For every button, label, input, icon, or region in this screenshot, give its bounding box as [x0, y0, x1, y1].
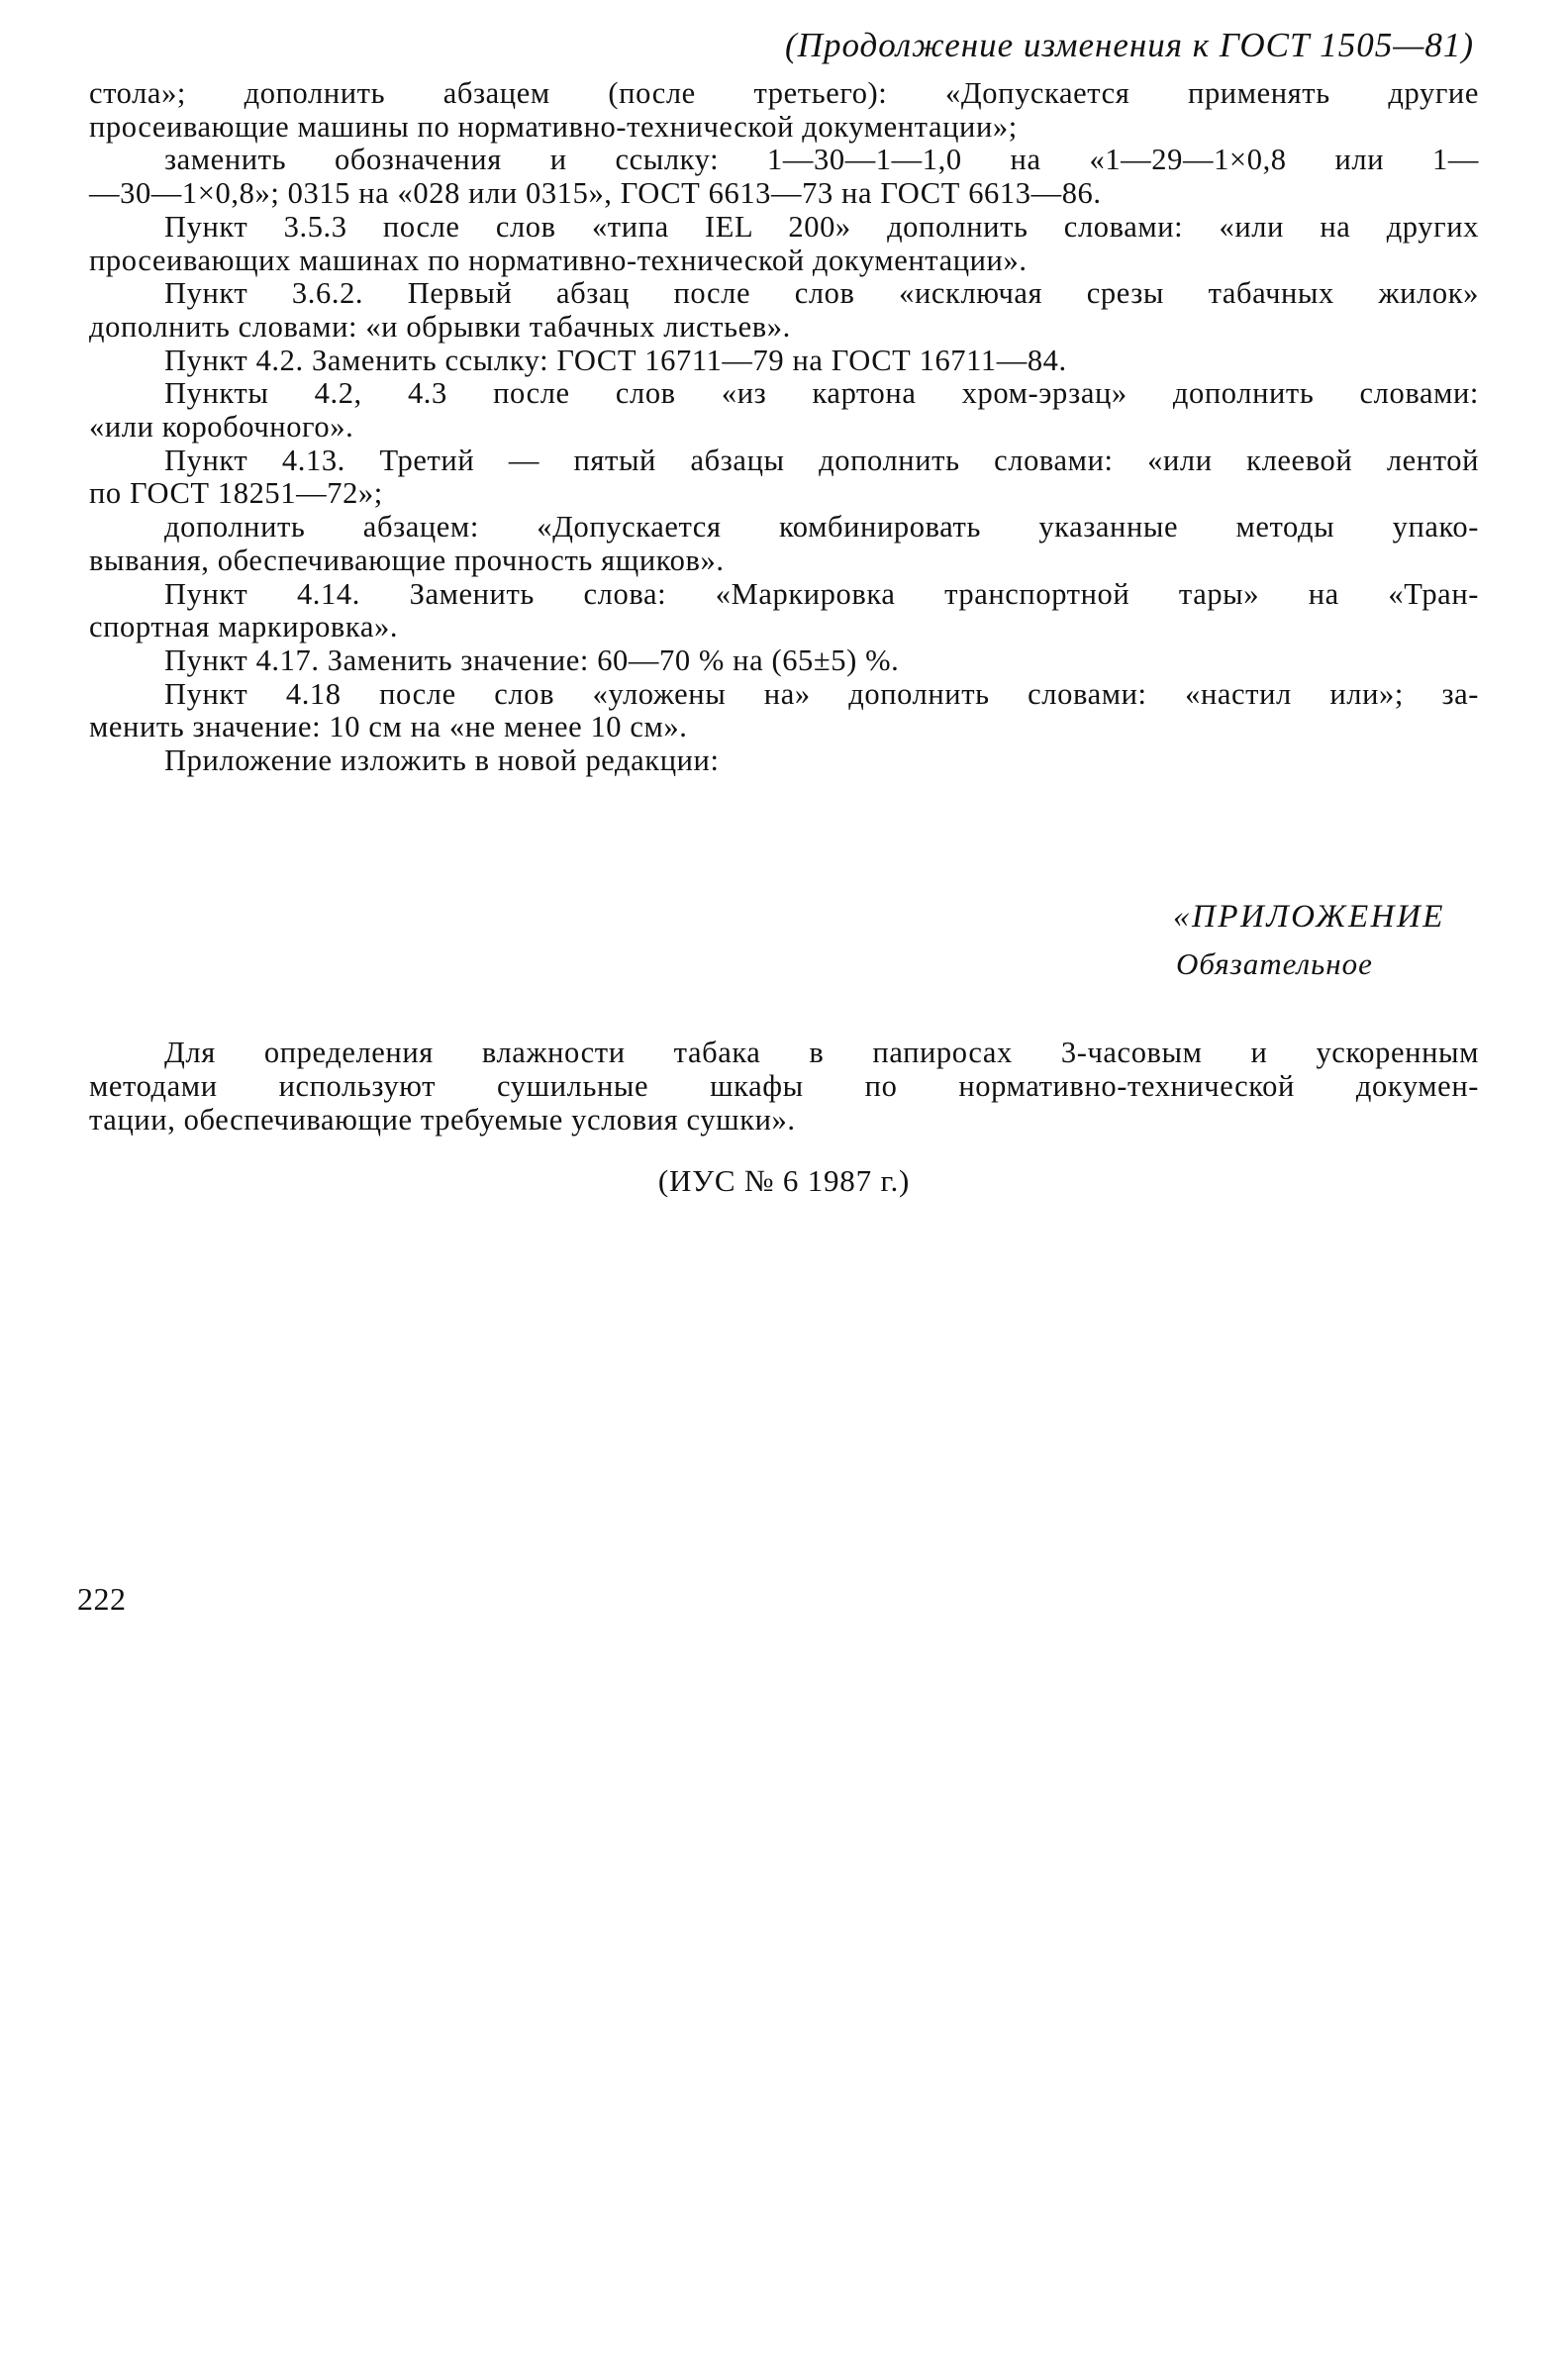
body-line: дополнить абзацем: «Допускается комбинировать указанные методы упако-	[164, 510, 1479, 544]
appendix-body	[89, 1036, 1479, 1137]
body-line: дополнить словами: «и обрывки табачных листьев».	[89, 309, 791, 344]
body-line: вывания, обеспечивающие прочность ящиков».	[89, 543, 725, 577]
body-line: заменить обозначения и ссылку: 1—30—1—1,0 на «1—29—1×0,8 или 1—	[164, 143, 1479, 177]
body-line: по ГОСТ 18251—72»;	[89, 476, 383, 511]
body-line: Пункт 4.13. Третий — пятый абзацы дополнить словами: «или клеевой лентой	[164, 443, 1479, 477]
body-line: «или коробочного».	[89, 410, 354, 445]
appendix-title: «ПРИЛОЖЕНИЕ	[1173, 899, 1445, 935]
body-line: Пункт 3.5.3 после слов «типа IEL 200» дополнить словами: «или на других	[164, 209, 1479, 244]
ius-reference: (ИУС № 6 1987 г.)	[657, 1163, 911, 1198]
appendix-line: тации, обеспечивающие требуемые условия сушки».	[89, 1103, 796, 1137]
body-line: Пункт 4.18 после слов «уложены на» дополнить словами: «настил или»; за-	[164, 676, 1479, 711]
body-line: Пункт 4.2. Заменить ссылку: ГОСТ 16711—79 на ГОСТ 16711—84.	[164, 343, 1067, 377]
body-line: Приложение изложить в новой редакции:	[164, 743, 720, 778]
body-line: просеивающие машины по нормативно-технической документации»;	[89, 109, 1018, 144]
body-line: —30—1×0,8»; 0315 на «028 или 0315», ГОСТ 6613—73 на ГОСТ 6613—86.	[89, 176, 1102, 211]
body-line: Пункты 4.2, 4.3 после слов «из картона хром-эрзац» дополнить словами:	[164, 376, 1479, 411]
continuation-header: (Продолжение изменения к ГОСТ 1505—81)	[785, 26, 1474, 64]
amendment-body	[89, 77, 1479, 778]
body-line: спортная маркировка».	[89, 610, 399, 644]
appendix-subtitle: Обязательное	[1176, 946, 1373, 981]
body-line: Пункт 4.14. Заменить слова: «Маркировка транспортной тары» на «Тран-	[164, 576, 1479, 611]
body-line: просеивающих машинах по нормативно-технической документации».	[89, 243, 1028, 277]
body-line: Пункт 3.6.2. Первый абзац после слов «исключая срезы табачных жилок»	[164, 276, 1479, 311]
page-number: 222	[77, 1581, 127, 1617]
appendix-line: Для определения влажности табака в папиросах 3-часовым и ускоренным	[164, 1036, 1479, 1069]
body-line: Пункт 4.17. Заменить значение: 60—70 % на (65±5) %.	[164, 643, 900, 677]
appendix-line: методами используют сушильные шкафы по нормативно-технической докумен-	[89, 1069, 1479, 1103]
body-line: менить значение: 10 см на «не менее 10 см».	[89, 710, 688, 744]
body-line: стола»; дополнить абзацем (после третьего): «Допускается применять другие	[89, 76, 1479, 110]
